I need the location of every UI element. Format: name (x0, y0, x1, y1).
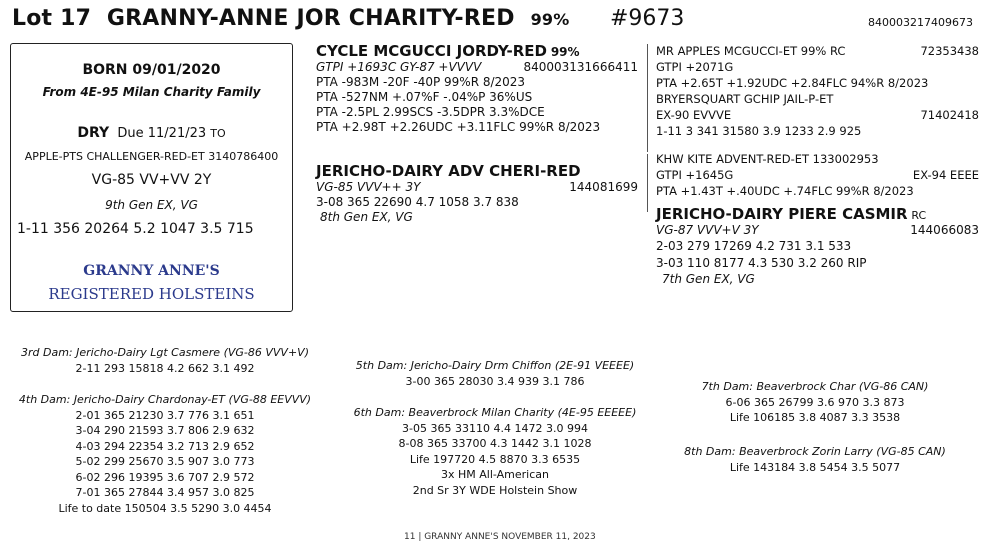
production-record: 1-11 356 20264 5.2 1047 3.5 715 (17, 221, 254, 237)
seventh-dam-line: 6-06 365 26799 3.6 970 3.3 873 (725, 395, 905, 409)
dam-block (316, 162, 638, 225)
seventh-dam-title: 7th Dam: Beaverbrock Char (VG-86 CAN) (701, 380, 929, 393)
fourth-dam-line: 3-04 290 21593 3.7 806 2.9 632 (75, 424, 255, 437)
third-dam (10, 345, 320, 376)
dam-sire-classification: EX-94 EEEE (912, 168, 979, 182)
lot-label: Lot 17 (12, 6, 92, 31)
page-footer: 11 | GRANNY ANNE'S NOVEMBER 11, 2023 (404, 532, 596, 542)
dam-reg-number: 144081699 (569, 180, 638, 194)
sire-dam-classification: EX-90 EVVVE (656, 108, 732, 122)
dam-sire-name: KHW KITE ADVENT-RED-ET 133002953 (656, 152, 879, 166)
farm-logo-line1: GRANNY ANNE'S (83, 263, 220, 279)
dam-generation: 8th Gen EX, VG (320, 210, 413, 224)
fourth-dam-line: 4-03 294 22354 3.2 713 2.9 652 (75, 439, 255, 453)
sixth-dam-line: 3x HM All-American (441, 468, 549, 481)
seventh-dam-line: Life 106185 3.8 4087 3.3 3538 (729, 411, 901, 424)
farm-logo-line2: REGISTERED HOLSTEINS (48, 285, 255, 303)
sire-pta-line: PTA -2.5PL 2.99SCS -3.5DPR 3.3%DCE (316, 105, 545, 119)
divider-line (647, 154, 648, 212)
sire-dam-record: 1-11 3 341 31580 3.9 1233 2.9 925 (656, 124, 862, 138)
fourth-dam-line: 2-01 365 21230 3.7 776 3.1 651 (75, 408, 255, 422)
sire-sire-name: MR APPLES MCGUCCI-ET 99% RC (656, 44, 846, 58)
dry-due-line (11, 125, 292, 141)
sixth-dam-line: 2nd Sr 3Y WDE Holstein Show (412, 483, 578, 497)
dam-sire-gtpi-row (656, 167, 979, 183)
eighth-dam-title: 8th Dam: Beaverbrock Zorin Larry (VG-85 CAN) (684, 445, 946, 458)
due-date: Due 11/21/23 (117, 126, 207, 141)
seventh-dam (665, 379, 965, 426)
sire-sire-block (656, 43, 979, 139)
sire-dam-reg: 71402418 (920, 108, 979, 122)
eighth-dam-line: Life 143184 3.8 5454 3.5 5077 (729, 460, 901, 474)
dam-dam-reg: 144066083 (910, 223, 979, 237)
sire-gtpi-row (316, 60, 638, 75)
third-dam-title: 3rd Dam: Jericho-Dairy Lgt Casmere (VG-86 VVV+V) (21, 346, 309, 359)
dam-dam-record: 2-03 279 17269 4.2 731 3.1 533 (656, 239, 852, 253)
classification: VG-85 VV+VV 2Y (91, 172, 212, 188)
sixth-dam-title: 6th Dam: Beaverbrock Milan Charity (4E-95 EEEEE) (353, 406, 637, 419)
sixth-dam-line: 3-05 365 33110 4.4 1472 3.0 994 (402, 421, 588, 435)
dam-dam-classification: VG-87 VVV+V 3Y (656, 223, 759, 237)
born-date: BORN 09/01/2020 (82, 62, 221, 78)
sire-block (316, 42, 638, 135)
dam-dam-name: JERICHO-DAIRY PIERE CASMIR (656, 205, 908, 223)
sixth-dam-line: 8-08 365 33700 4.3 1442 3.1 1028 (398, 437, 592, 450)
info-box (10, 43, 293, 312)
sire-sire-reg: 72353438 (920, 44, 979, 58)
fourth-dam-line: Life to date 150504 3.5 5290 3.0 4454 (58, 501, 272, 515)
lot-title (12, 6, 570, 31)
fourth-dam (10, 392, 320, 516)
sire-reg-number: 840003131666411 (523, 60, 638, 74)
dam-name: JERICHO-DAIRY ADV CHERI-RED (316, 162, 581, 180)
dam-dam-suffix: RC (911, 209, 927, 222)
dam-sire-pta: PTA +1.43T +.40UDC +.74FLC 99%R 8/2023 (656, 184, 914, 198)
fifth-dam-title: 5th Dam: Jericho-Dairy Drm Chiffon (2E-91 VEEEE) (355, 359, 635, 372)
sire-sire-pta: PTA +2.65T +1.92UDC +2.84FLC 94%R 8/2023 (656, 76, 929, 90)
eighth-dam (665, 444, 965, 475)
registration-number: 840003217409673 (868, 16, 973, 29)
fourth-dam-line: 7-01 365 27844 3.4 957 3.0 825 (75, 486, 255, 499)
sire-dam-name: BRYERSQUART GCHIP JAIL-P-ET (656, 92, 834, 106)
family-line: From 4E-95 Milan Charity Family (42, 85, 261, 99)
sire-gtpi: GTPI +1693C GY-87 +VVVV (316, 60, 482, 74)
to-label: TO (210, 127, 226, 140)
generation: 9th Gen EX, VG (105, 198, 198, 212)
fifth-dam-line: 3-00 365 28030 3.4 939 3.1 786 (405, 374, 585, 388)
sixth-dam (340, 405, 650, 498)
sire-pta-line: PTA -983M -20F -40P 99%R 8/2023 (316, 75, 526, 89)
fourth-dam-line: 6-02 296 19395 3.6 707 2.9 572 (75, 470, 255, 484)
animal-percent: 99% (530, 10, 570, 29)
lot-id: #9673 (610, 6, 685, 31)
dam-dam-block (656, 205, 979, 287)
dam-record: 3-08 365 22690 4.7 1058 3.7 838 (316, 195, 519, 209)
sire-name-line (316, 42, 638, 60)
sire-name: CYCLE MCGUCCI JORDY-RED (316, 42, 547, 60)
dam-class-row (316, 180, 638, 195)
sire-sire-row (656, 43, 979, 59)
dam-classification: VG-85 VVV++ 3Y (316, 180, 421, 194)
dam-dam-generation: 7th Gen EX, VG (662, 272, 755, 286)
dam-dam-name-line (656, 205, 979, 223)
dry-label: DRY (77, 125, 110, 141)
fourth-dam-title: 4th Dam: Jericho-Dairy Chardonay-ET (VG-88 EEVVV) (18, 393, 312, 406)
sire-pta-line: PTA +2.98T +2.26UDC +3.11FLC 99%R 8/2023 (316, 120, 601, 134)
sixth-dam-line: Life 197720 4.5 8870 3.3 6535 (409, 452, 581, 466)
sire-dam-class-row (656, 107, 979, 123)
dam-sire-gtpi: GTPI +1645G (656, 168, 734, 182)
animal-name: GRANNY-ANNE JOR CHARITY-RED (106, 6, 515, 31)
dam-dam-record: 3-03 110 8177 4.3 530 3.2 260 RIP (656, 256, 867, 270)
fourth-dam-line: 5-02 299 25670 3.5 907 3.0 773 (75, 455, 255, 468)
third-dam-line: 2-11 293 15818 4.2 662 3.1 492 (75, 361, 255, 375)
sire-pta-line: PTA -527NM +.07%F -.04%P 36%US (316, 90, 533, 104)
sire-percent: 99% (550, 45, 580, 59)
service-sire: APPLE-PTS CHALLENGER-RED-ET 3140786400 (24, 150, 279, 163)
fifth-dam (340, 358, 650, 389)
dam-dam-class-row (656, 223, 979, 238)
sire-sire-gtpi: GTPI +2071G (656, 60, 734, 74)
dam-sire-block (656, 151, 979, 199)
divider-line (647, 44, 648, 152)
